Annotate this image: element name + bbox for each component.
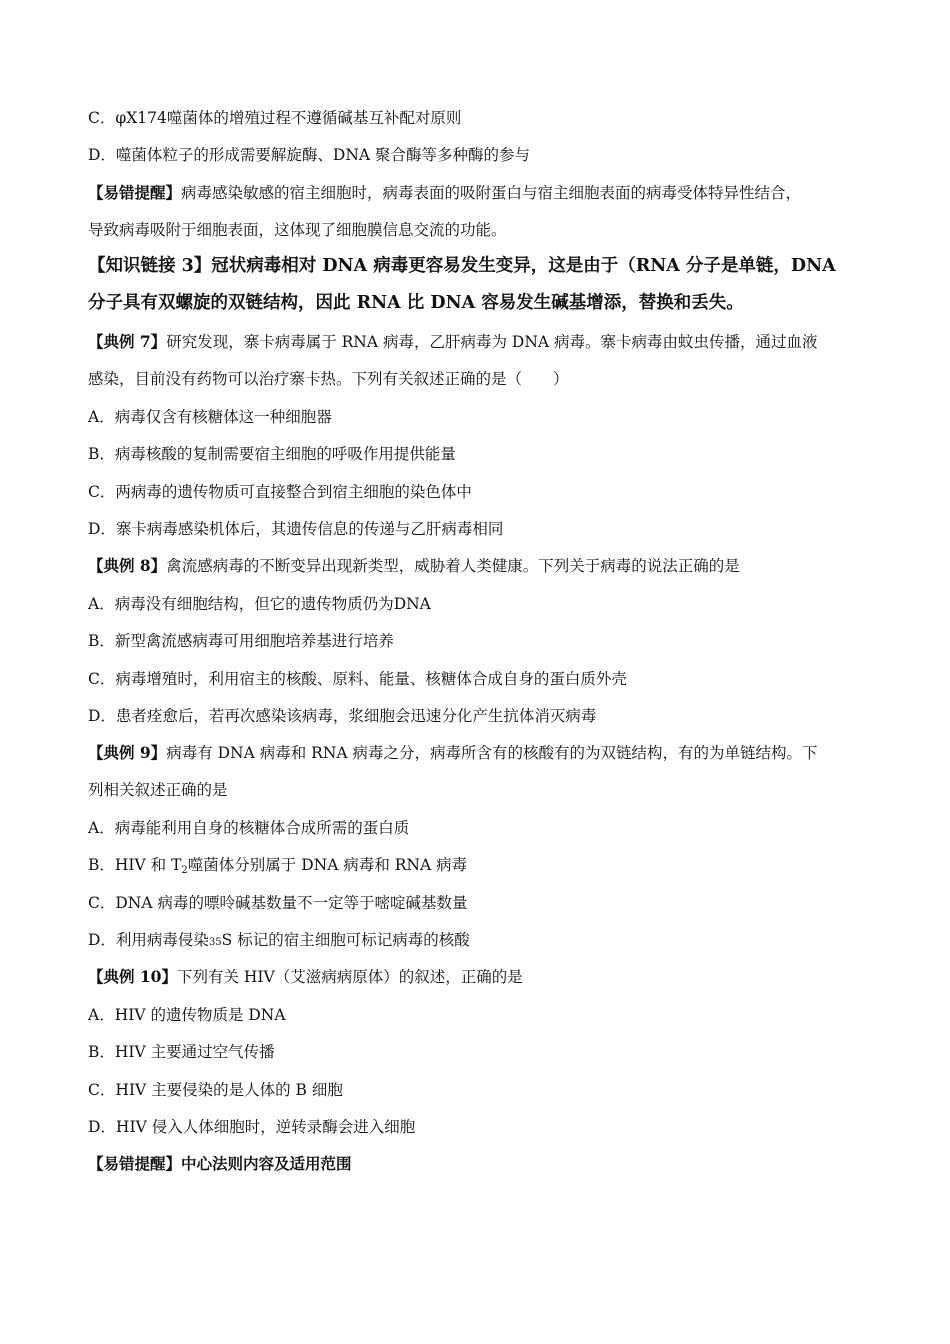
tip1-line1 <box>88 182 878 204</box>
ex7-line1 <box>88 331 878 353</box>
ex10-line1 <box>88 966 878 988</box>
tip2-heading: 【易错提醒】中心法则内容及适用范围 <box>88 1154 352 1173</box>
ex7-text1: 研究发现，寨卡病毒属于 RNA 病毒，乙肝病毒为 DNA 病毒。寨卡病毒由蚊虫传播，通过血液 <box>166 333 818 351</box>
tip1-text1: 病毒感染敏感的宿主细胞时，病毒表面的吸附蛋白与宿主细胞表面的病毒受体特异性结合， <box>181 184 802 202</box>
ex7-label: 【典例 7】 <box>88 332 167 351</box>
ex8-option-a: A．病毒没有细胞结构，但它的遗传物质仍为DNA <box>88 595 431 613</box>
ex8-option-d: D．患者痊愈后，若再次感染该病毒，浆细胞会迅速分化产生抗体消灭病毒 <box>88 707 597 725</box>
ex8-line1 <box>88 555 878 577</box>
ex10-option-d: D．HIV 侵入人体细胞时，逆转录酶会进入细胞 <box>88 1118 416 1136</box>
ex10-text1: 下列有关 HIV（艾滋病病原体）的叙述，正确的是 <box>176 968 523 986</box>
knowledge-link3-line1: 【知识链接 3】冠状病毒相对 DNA 病毒更容易发生变异，这是由于（RNA 分子是单链，DNA <box>88 256 836 276</box>
ex8-option-b: B．新型禽流感病毒可用细胞培养基进行培养 <box>88 632 394 650</box>
q6-option-c: C．φX174噬菌体的增殖过程不遵循碱基互补配对原则 <box>88 109 462 127</box>
ex8-option-c: C．病毒增殖时，利用宿主的核酸、原料、能量、核糖体合成自身的蛋白质外壳 <box>88 670 627 688</box>
ex9-line2: 列相关叙述正确的是 <box>88 781 228 799</box>
q6-option-d: D．噬菌体粒子的形成需要解旋酶、DNA 聚合酶等多种酶的参与 <box>88 146 531 164</box>
ex7-line2: 感染，目前没有药物可以治疗寨卡热。下列有关叙述正确的是（ ） <box>88 370 569 388</box>
ex7-option-d: D．寨卡病毒感染机体后，其遗传信息的传递与乙肝病毒相同 <box>88 520 504 538</box>
ex9-option-b-subscript: 2 <box>181 865 188 876</box>
ex7-option-c: C．两病毒的遗传物质可直接整合到宿主细胞的染色体中 <box>88 483 472 501</box>
ex9-line1 <box>88 742 878 764</box>
ex10-option-b: B．HIV 主要通过空气传播 <box>88 1043 275 1061</box>
ex8-text1: 禽流感病毒的不断变异出现新类型，威胁着人类健康。下列关于病毒的说法正确的是 <box>166 557 740 575</box>
ex9-option-b-post: 噬菌体分别属于 DNA 病毒和 RNA 病毒 <box>187 856 468 874</box>
ex10-label: 【典例 10】 <box>88 967 177 986</box>
ex9-option-a: A．病毒能利用自身的核糖体合成所需的蛋白质 <box>88 819 410 837</box>
ex7-option-a: A．病毒仅含有核糖体这一种细胞器 <box>88 408 332 426</box>
ex9-option-d-pre: D．利用病毒侵染 <box>88 931 209 949</box>
knowledge-link3-line2: 分子具有双螺旋的双链结构，因此 RNA 比 DNA 容易发生碱基增添，替换和丢失。 <box>88 293 744 313</box>
ex9-label: 【典例 9】 <box>88 743 167 762</box>
ex8-label: 【典例 8】 <box>88 556 167 575</box>
tip1-line2: 导致病毒吸附于细胞表面，这体现了细胞膜信息交流的功能。 <box>88 221 507 239</box>
ex10-option-a: A．HIV 的遗传物质是 DNA <box>88 1006 286 1024</box>
ex9-option-d-post: S 标记的宿主细胞可标记病毒的核酸 <box>221 931 470 949</box>
tip1-label: 【易错提醒】 <box>88 183 182 202</box>
ex9-option-d <box>88 929 878 954</box>
ex9-text1: 病毒有 DNA 病毒和 RNA 病毒之分，病毒所含有的核酸有的为双链结构，有的为单链结构。下 <box>166 744 818 762</box>
ex7-option-b: B．病毒核酸的复制需要宿主细胞的呼吸作用提供能量 <box>88 445 456 463</box>
ex9-option-c: C．DNA 病毒的嘌呤碱基数量不一定等于嘧啶碱基数量 <box>88 894 468 912</box>
ex9-option-b-pre: B．HIV 和 T <box>88 856 182 874</box>
ex9-option-d-isotope: 35 <box>208 937 222 948</box>
ex9-option-b <box>88 854 878 876</box>
ex10-option-c: C．HIV 主要侵染的是人体的 B 细胞 <box>88 1081 343 1099</box>
